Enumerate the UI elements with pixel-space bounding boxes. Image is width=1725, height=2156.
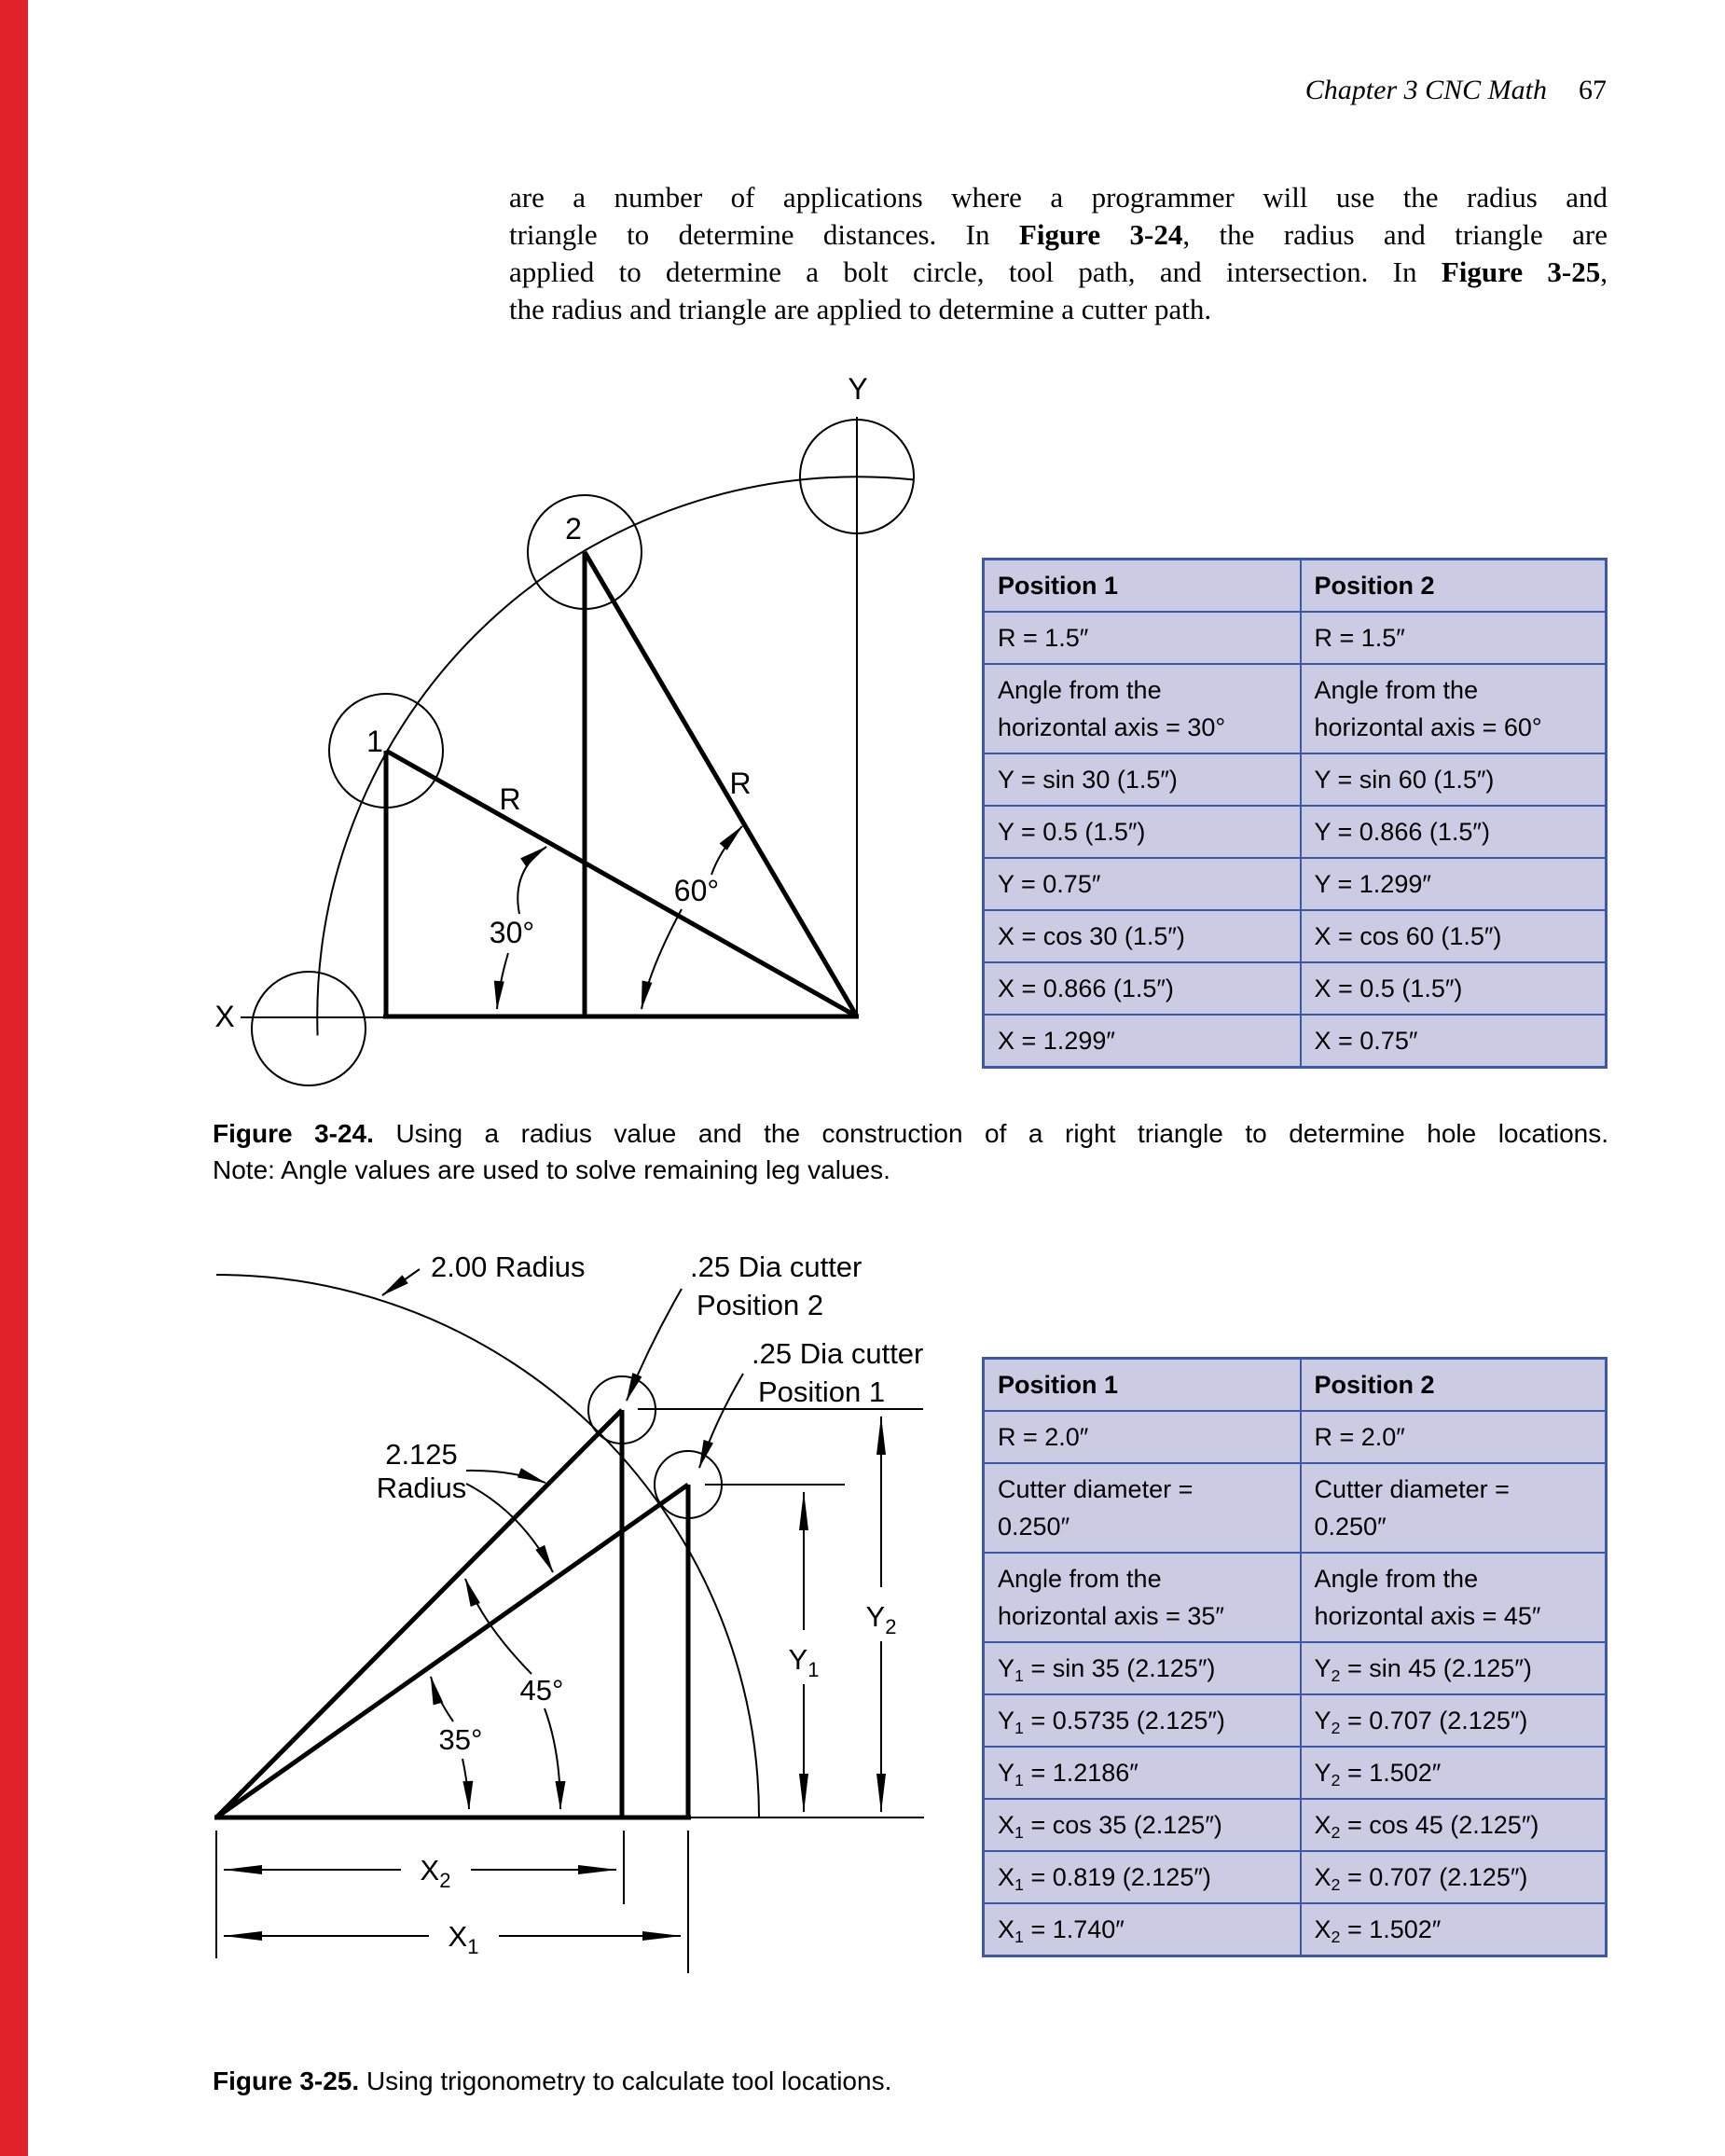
table-cell: Y = 0.866 (1.5″) xyxy=(1301,806,1607,858)
x1-dimension-label: $X_1$ xyxy=(448,1920,479,1958)
hole-2-label: 2 xyxy=(565,512,582,546)
table-header-row xyxy=(984,560,1607,613)
table-row xyxy=(984,806,1607,858)
radius-2-leader xyxy=(382,1269,420,1295)
table-cell: $Y_1 = 1.2186''$ xyxy=(984,1747,1301,1799)
table-cell: R = 2.0″ xyxy=(984,1411,1301,1463)
table-cell: Angle from the horizontal axis = 60° xyxy=(1301,664,1607,753)
intro-paragraph xyxy=(509,179,1608,328)
y-axis-label: Y xyxy=(848,372,868,406)
table-row xyxy=(984,612,1607,664)
table-cell: $X_1 = 1.740''$ xyxy=(984,1903,1301,1956)
table-row xyxy=(984,1015,1607,1068)
table-cell: $Y_2 = 1.502''$ xyxy=(1301,1747,1607,1799)
column-header: Position 1 xyxy=(984,560,1301,613)
radius-2125-label-line2: Radius xyxy=(376,1472,467,1504)
column-header: Position 2 xyxy=(1301,560,1607,613)
table-cell: Y = 0.75″ xyxy=(984,858,1301,910)
table-cell: Y = 1.299″ xyxy=(1301,858,1607,910)
radius-2125-leader-35 xyxy=(466,1484,553,1572)
table-cell: $Y_1 = \sin 35$ (2.125″) xyxy=(984,1642,1301,1694)
radius-label-2: R xyxy=(729,767,752,800)
cutter-2-leader xyxy=(627,1289,682,1401)
table-cell: $X_1 = 0.819$ (2.125″) xyxy=(984,1851,1301,1903)
table-cell: $Y_2 = \sin 45$ (2.125″) xyxy=(1301,1642,1607,1694)
bolt-circle-arc xyxy=(317,477,913,1035)
table-cell: R = 1.5″ xyxy=(984,612,1301,664)
hole-1-label: 1 xyxy=(366,725,383,758)
table-row xyxy=(984,1799,1607,1851)
cutter-1-label-line1: .25 Dia cutter xyxy=(752,1337,924,1370)
table-row xyxy=(984,1747,1607,1799)
page-number: 67 xyxy=(1579,75,1607,105)
table-cell: Y = sin 60 (1.5″) xyxy=(1301,753,1607,806)
angle-30-lower-leader xyxy=(497,953,508,1009)
table-header-row xyxy=(984,1359,1607,1412)
paragraph-line: are a number of applications where a programmer will use the radius and xyxy=(509,181,1608,214)
angle-60-lower-leader xyxy=(642,909,682,1009)
paragraph-line: the radius and triangle are applied to determine a cutter path. xyxy=(509,293,1212,325)
table-cell: Cutter diameter = 0.250″ xyxy=(984,1463,1301,1553)
table-cell: Angle from the horizontal axis = 35″ xyxy=(984,1553,1301,1642)
cutter-2-label-line1: .25 Dia cutter xyxy=(690,1251,862,1283)
page-edge-band xyxy=(0,0,28,2156)
cutter-2-label-line2: Position 2 xyxy=(697,1289,824,1321)
y1-dimension-label: $Y_1$ xyxy=(788,1643,820,1681)
chapter-title: Chapter 3 CNC Math xyxy=(1304,75,1547,105)
column-header: Position 1 xyxy=(984,1359,1301,1412)
angle-45-upper-leader xyxy=(465,1579,531,1674)
table-cell: X = 0.75″ xyxy=(1301,1015,1607,1068)
caption-line: Figure 3-24. Using a radius value and the construction of a right triangle to determine hole locations. xyxy=(213,1119,1609,1148)
figure-3-25-caption xyxy=(213,2063,1608,2099)
angle-30-label: 30° xyxy=(489,916,535,949)
hypotenuse-position-1 xyxy=(386,751,857,1016)
radius-2-label: 2.00 Radius xyxy=(431,1251,586,1283)
caption-line: Figure 3-25. Using trigonometry to calculate tool locations. xyxy=(213,2066,892,2095)
table-row xyxy=(984,858,1607,910)
table-cell: Y = sin 30 (1.5″) xyxy=(984,753,1301,806)
table-row xyxy=(984,1851,1607,1903)
angle-45-label: 45° xyxy=(519,1674,564,1707)
table-row xyxy=(984,1411,1607,1463)
table-cell: R = 2.0″ xyxy=(1301,1411,1607,1463)
table-row xyxy=(984,1553,1607,1642)
table-row xyxy=(984,1642,1607,1694)
figure-3-24-table xyxy=(982,558,1608,1069)
table-row xyxy=(984,1694,1607,1747)
column-header: Position 2 xyxy=(1301,1359,1607,1412)
table-cell: X = cos 30 (1.5″) xyxy=(984,910,1301,962)
figure-3-25-table xyxy=(982,1357,1608,1957)
x2-dimension-label: $X_2$ xyxy=(420,1854,451,1892)
table-row xyxy=(984,1903,1607,1956)
table-cell: $X_2 = 0.707$ (2.125″) xyxy=(1301,1851,1607,1903)
radius-label-1: R xyxy=(499,782,521,816)
table-cell: R = 1.5″ xyxy=(1301,612,1607,664)
x-axis-label: X xyxy=(214,1000,235,1033)
paragraph-line: applied to determine a bolt circle, tool path, and intersection. In Figure 3-25, xyxy=(509,256,1608,288)
table-cell: Angle from the horizontal axis = 45″ xyxy=(1301,1553,1607,1642)
table-cell: $Y_2 = 0.707$ (2.125″) xyxy=(1301,1694,1607,1747)
hole-circle-x-axis xyxy=(252,972,366,1085)
table-cell: X = 0.5 (1.5″) xyxy=(1301,962,1607,1015)
angle-60-label: 60° xyxy=(673,874,720,907)
table-row xyxy=(984,962,1607,1015)
y2-dimension-label: $Y_2$ xyxy=(865,1600,897,1638)
cutter-1-label-line2: Position 1 xyxy=(758,1375,886,1408)
angle-30-upper-leader xyxy=(518,847,546,914)
table-row xyxy=(984,1463,1607,1553)
caption-line: Note: Angle values are used to solve remaining leg values. xyxy=(213,1155,890,1184)
table-cell: $X_2 = \cos 45$ (2.125″) xyxy=(1301,1799,1607,1851)
figure-3-25-diagram xyxy=(186,1236,944,1996)
table-cell: X = 0.866 (1.5″) xyxy=(984,962,1301,1015)
radius-2125-label-line1: 2.125 xyxy=(385,1438,458,1471)
angle-35-label: 35° xyxy=(438,1723,483,1756)
hypotenuse-35 xyxy=(216,1485,688,1817)
angle-35-lower-leader xyxy=(462,1759,469,1809)
table-cell: $X_2 = 1.502''$ xyxy=(1301,1903,1607,1956)
table-cell: X = 1.299″ xyxy=(984,1015,1301,1068)
table-row xyxy=(984,753,1607,806)
paragraph-line: triangle to determine distances. In Figure 3-24, the radius and triangle are xyxy=(509,218,1608,251)
figure-3-24-diagram xyxy=(186,360,942,1117)
table-cell: X = cos 60 (1.5″) xyxy=(1301,910,1607,962)
figure-label: Figure 3-25. xyxy=(213,2066,360,2095)
table-row xyxy=(984,664,1607,753)
table-cell: Cutter diameter = 0.250″ xyxy=(1301,1463,1607,1553)
table-cell: $Y_1 = 0.5735$ (2.125″) xyxy=(984,1694,1301,1747)
table-cell: Y = 0.5 (1.5″) xyxy=(984,806,1301,858)
radius-2125-leader-45 xyxy=(466,1471,545,1483)
hypotenuse-position-2 xyxy=(585,552,857,1016)
figure-label: Figure 3-24. xyxy=(213,1119,374,1148)
angle-45-lower-leader xyxy=(545,1708,560,1809)
angle-35-upper-leader xyxy=(431,1677,453,1721)
table-cell: Angle from the horizontal axis = 30° xyxy=(984,664,1301,753)
table-row xyxy=(984,910,1607,962)
figure-3-24-caption xyxy=(213,1115,1608,1188)
angle-60-upper-leader xyxy=(711,826,742,875)
page-header xyxy=(1305,75,1607,106)
table-cell: $X_1 = \cos 35$ (2.125″) xyxy=(984,1799,1301,1851)
cutter-1-leader xyxy=(699,1374,743,1468)
